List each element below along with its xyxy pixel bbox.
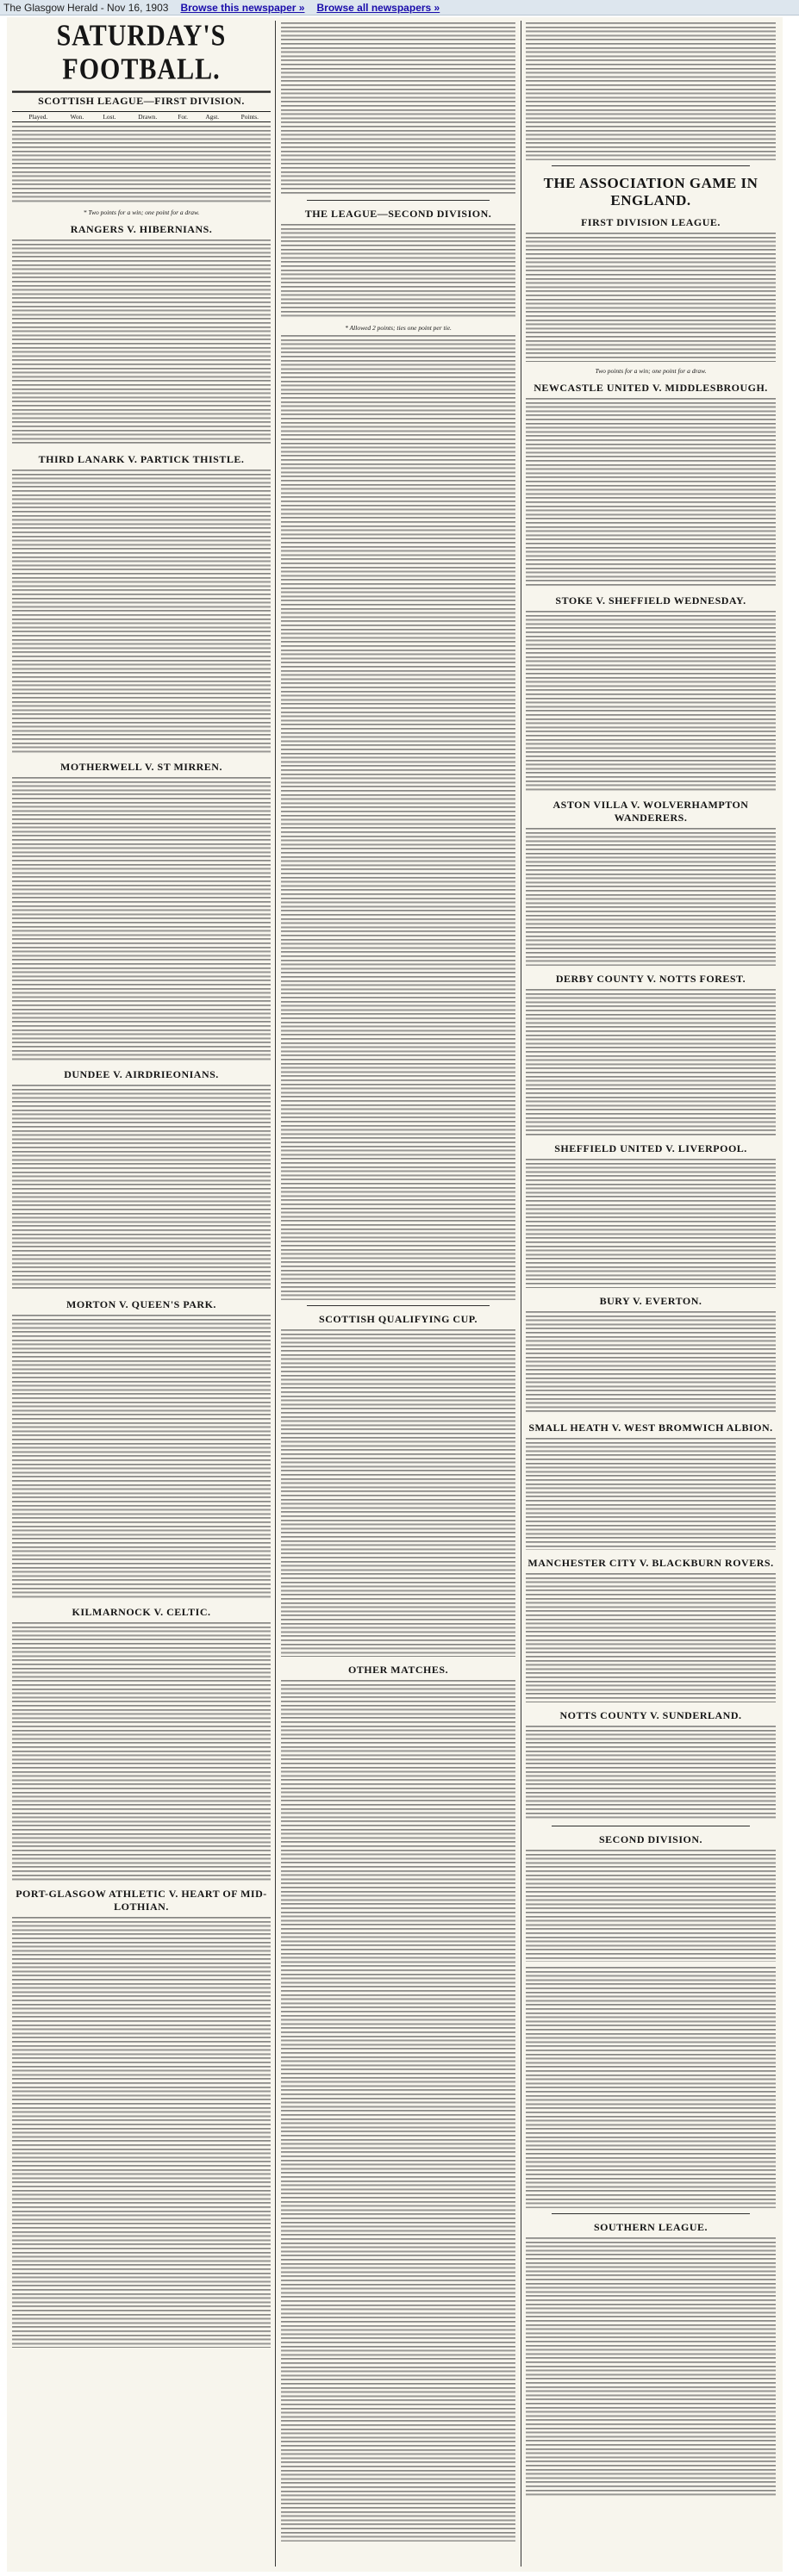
article-text — [526, 1438, 776, 1550]
article-text — [526, 1159, 776, 1288]
publication-label: The Glasgow Herald - Nov 16, 1903 — [3, 1, 169, 14]
article-text — [281, 1329, 515, 1657]
match-heading: DERBY COUNTY V. NOTTS FOREST. — [555, 973, 746, 985]
match-heading: ASTON VILLA V. WOLVERHAMPTON WANDERERS. — [552, 799, 749, 824]
article-text — [526, 611, 776, 792]
section-heading: SOUTHERN LEAGUE. — [593, 2221, 708, 2233]
table-col-header: Agst. — [196, 112, 229, 122]
match-heading: PORT-GLASGOW ATHLETIC V. HEART OF MID-LOTHIAN. — [16, 1888, 267, 1913]
table-col-header: Lost. — [93, 112, 125, 122]
article-text — [281, 1680, 515, 2542]
league-heading: SCOTTISH LEAGUE—FIRST DIVISION. — [38, 95, 245, 107]
league-heading: FIRST DIVISION LEAGUE. — [581, 216, 721, 228]
match-heading: KILMARNOCK V. CELTIC. — [72, 1606, 211, 1618]
table-col-header: Points. — [229, 112, 271, 122]
newspaper-page — [7, 17, 783, 2572]
table-rows-print — [526, 1850, 776, 1962]
match-heading: STOKE V. SHEFFIELD WEDNESDAY. — [555, 594, 746, 607]
article-text — [526, 398, 776, 588]
column-rule — [275, 21, 276, 2567]
divider — [307, 1305, 490, 1306]
browser-nav-bar — [0, 0, 799, 16]
league-table — [12, 111, 271, 122]
table-rows-print — [281, 224, 515, 319]
match-heading: BURY V. EVERTON. — [599, 1295, 702, 1307]
table-footnote: Two points for a win; one point for a draw. — [595, 367, 707, 375]
table-col-header: Played. — [16, 112, 60, 122]
article-text — [12, 1085, 271, 1291]
article-text — [12, 240, 271, 446]
match-heading: NEWCASTLE UNITED V. MIDDLESBROUGH. — [534, 382, 768, 394]
article-text — [12, 1917, 271, 2348]
article-text — [12, 470, 271, 754]
match-heading: MORTON V. QUEEN'S PARK. — [66, 1298, 216, 1310]
match-heading: RANGERS V. HIBERNIANS. — [70, 223, 213, 235]
article-text — [526, 1967, 776, 2208]
column-2 — [281, 22, 515, 2565]
column-1 — [12, 22, 271, 2565]
divider — [552, 2213, 750, 2214]
article-text — [526, 22, 776, 160]
match-heading: MANCHESTER CITY V. BLACKBURN ROVERS. — [527, 1557, 774, 1569]
match-heading: DUNDEE V. AIRDRIEONIANS. — [64, 1068, 219, 1080]
table-col-header: For. — [170, 112, 196, 122]
table-footnote: * Allowed 2 points; ties one point per tie. — [345, 324, 452, 332]
table-col-header: Won. — [60, 112, 93, 122]
table-col-header: Drawn. — [125, 112, 170, 122]
match-heading: SHEFFIELD UNITED V. LIVERPOOL. — [554, 1142, 747, 1154]
browse-all-newspapers-link[interactable]: Browse all newspapers » — [316, 1, 440, 14]
page-banner: SATURDAY'S FOOTBALL. — [12, 22, 271, 93]
article-text — [526, 1573, 776, 1702]
section-heading: OTHER MATCHES. — [347, 1664, 449, 1676]
article-text — [526, 2237, 776, 2496]
article-text — [281, 335, 515, 1300]
table-footnote: * Two points for a win; one point for a draw. — [83, 208, 200, 216]
article-text — [526, 1726, 776, 1820]
match-heading: NOTTS COUNTY V. SUNDERLAND. — [559, 1709, 742, 1721]
match-heading: THIRD LANARK V. PARTICK THISTLE. — [38, 453, 245, 465]
column-3 — [526, 22, 776, 2565]
match-heading: SMALL HEATH V. WEST BROMWICH ALBION. — [528, 1422, 773, 1434]
article-text — [12, 1622, 271, 1881]
table-rows-print — [12, 126, 271, 203]
divider — [552, 165, 750, 166]
article-text — [12, 777, 271, 1061]
article-text — [12, 1315, 271, 1599]
table-rows-print — [526, 233, 776, 362]
divider — [307, 200, 490, 201]
match-heading: MOTHERWELL V. ST MIRREN. — [60, 761, 222, 773]
section-heading: THE ASSOCIATION GAME IN ENGLAND. — [543, 175, 758, 208]
league-heading: SECOND DIVISION. — [598, 1833, 703, 1845]
browse-newspaper-link[interactable]: Browse this newspaper » — [180, 1, 305, 14]
league-heading: THE LEAGUE—SECOND DIVISION. — [304, 208, 492, 220]
article-text — [281, 22, 515, 195]
section-heading: SCOTTISH QUALIFYING CUP. — [319, 1313, 478, 1325]
article-text — [526, 989, 776, 1136]
article-text — [526, 828, 776, 966]
article-text — [526, 1311, 776, 1415]
